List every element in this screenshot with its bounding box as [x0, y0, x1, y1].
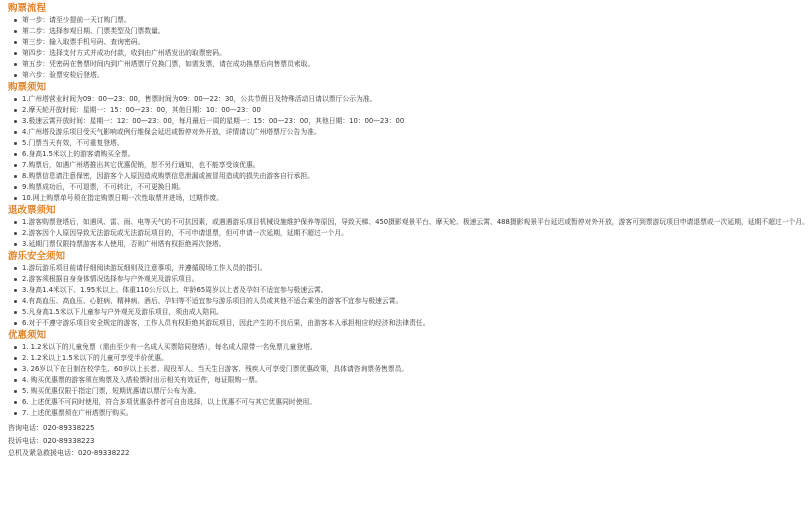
section-refund-notice: [8, 204, 809, 250]
list-item: 2.游客须根据自身身体情况选择参与户外观光及游乐项目。: [22, 274, 592, 285]
list-item: 8.购票信息请注意保密，因游客个人原因造成购票信息泄漏或被冒用造成的损失由游客自行承担。: [22, 171, 592, 182]
list-item: 第一步：请至少提前一天订购门票。: [22, 15, 592, 26]
list-item: 10.网上购票单号须在指定购票日期一次性取票并进场，过期作废。: [22, 193, 592, 204]
section-safety-notice: [8, 250, 600, 329]
list-item: 4. 购买优惠票的游客须在购票及入塔检票时出示相关有效证件，每证限购一票。: [22, 375, 592, 386]
complaint-phone: 投诉电话：020-89338223: [8, 436, 95, 445]
section-discount-notice: [8, 329, 600, 419]
section-title: 游乐安全须知: [8, 251, 66, 262]
list-item: 3. 26岁以下在日制在校学生、60岁以上长者、现役军人、当天生日游客、残疾人可享受门票优惠政策，具体请咨询票务售票员。: [22, 364, 592, 375]
list-item: 第四步：选择支付方式并成功付款，收到由广州塔发出的取票密码。: [22, 48, 592, 59]
list-item: 5.门票当天有效，不可重复登塔。: [22, 138, 592, 149]
section-title: 购票流程: [8, 3, 47, 14]
section-purchase-process: [8, 2, 600, 81]
list-item: 4.广州塔及游乐项目受天气影响或例行维保会延迟或暂停对外开放，详情请以广州塔票厅公告为准。: [22, 127, 592, 138]
list-item: 2.游客因个人原因导致无法游玩或无法游玩项目的，不可申请退票，但可申请一次延期，延期不超过一个月。: [22, 228, 592, 239]
purchase-process-list: [8, 15, 600, 81]
list-item: 6.身高1.5米以上的游客请购买全票。: [22, 149, 592, 160]
list-item: 6.对于不遵守游乐项目安全规定的游客，工作人员有权拒绝其游玩项目，因此产生的不良后果，由游客本人承担相应的经济和法律责任。: [22, 318, 592, 329]
list-item: 第三步：输入取票手机号码、查询密码。: [22, 37, 592, 48]
discount-notice-list: [8, 342, 600, 419]
list-item: 第六步：验票安检后登塔。: [22, 70, 592, 81]
list-item: 2. 1.2米以上1.5米以下的儿童可享受半价优惠。: [22, 353, 592, 364]
section-title: 退改票须知: [8, 205, 56, 216]
section-title: 购票须知: [8, 82, 47, 93]
safety-notice-list: [8, 263, 600, 329]
refund-notice-list: [8, 217, 809, 250]
list-item: 3.极速云霄开放时间：星期一：12：00—23：00，每月最后一周的星期一：15：00—23：00，其他日期：10：00—23：00: [22, 116, 592, 127]
list-item: 7.购票后，如遇广州塔推出其它优惠促销，恕不另行通知，也不能享受该优惠。: [22, 160, 592, 171]
list-item: 1.广州塔营业时间为09：00—23：00，售票时间为09：00—22：30，公共节假日及特殊活动日请以票厅公示为准。: [22, 94, 592, 105]
list-item: 5. 购买优惠仅限于指定门票，短期优惠请以票厅公布为准。: [22, 386, 592, 397]
list-item: 7. 上述优惠票须在广州塔票厅购买。: [22, 408, 592, 419]
list-item: 4.有高血压、高血压、心脏病、精神病、酒后、孕妇等不适宜参与游乐项目的人员或其他不适合乘坐的游客不宜参与极速云霄。: [22, 296, 592, 307]
section-ticket-notice: [8, 81, 600, 204]
contact-info: [8, 422, 600, 460]
emergency-phone: 总机及紧急救援电话：020-89338222: [8, 449, 130, 457]
list-item: 2.摩天轮开放时间：星期一：15：00—23：00，其他日期：10：00—23：00: [22, 105, 592, 116]
list-item: 1.游客购票登塔后，如遇风、雷、雨、电等天气的不可抗因素，或遇遇游乐项目机械设施维护保养等原因，导致天梯、450摄影观景平台、摩天轮、极速云霄、488摄影观景平台延迟或暂停对外开放，游客可到票游玩项目申请退票或一次延期，延期不超过一个月。: [22, 218, 809, 226]
section-title: 优惠须知: [8, 330, 47, 341]
list-item: 9.购票成功后，不可退票，不可转让，不可更换日期。: [22, 182, 592, 193]
list-item: 3.身高1.4米以下、1.95米以上、体重110公斤以上、年龄65周岁以上者及孕妇不适宜参与极速云霄。: [22, 285, 592, 296]
list-item: 3.延期门票仅限持票游客本人使用，否则广州塔有权拒绝再次登塔。: [22, 239, 592, 250]
list-item: 5.凡身高1.5米以下儿童参与户外观光及游乐项目，须由成人陪同。: [22, 307, 592, 318]
list-item: 第五步：凭密码在售票时间内到广州塔票厅兑换门票，如需发票，请在成功换票后向售票员索取。: [22, 59, 592, 70]
consult-phone: 咨询电话：020-89338225: [8, 424, 95, 432]
list-item: 1. 1.2米以下的儿童免票（需由至少有一名成人买票陪同登塔），每名成人限带一名免票儿童登塔。: [22, 342, 592, 353]
list-item: 6. 上述优惠不可同时使用，符合多项优惠条件者可自由选择，以上优惠不可与其它优惠同时使用。: [22, 397, 592, 408]
list-item: 第二步：选择参观日期、门票类型及门票数量。: [22, 26, 592, 37]
ticket-notice-list: [8, 94, 600, 204]
list-item: 1.游玩游乐项目前请仔细阅读游玩细则及注意事项，并遵循现场工作人员的指引。: [22, 263, 592, 274]
